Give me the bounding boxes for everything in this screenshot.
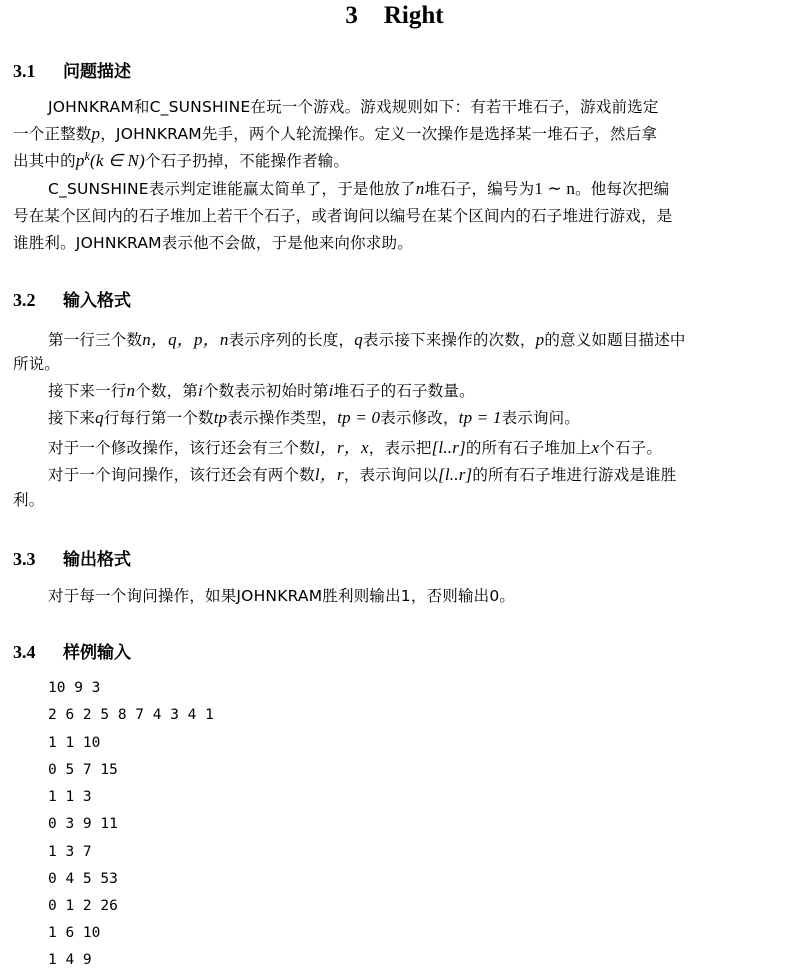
chapter-heading (0, 2, 789, 30)
sample-line: 0 3 9 11 (48, 816, 118, 832)
section-heading-output (13, 545, 131, 570)
input-line-2: 所说。 (13, 355, 61, 373)
sample-line: 0 5 7 15 (48, 762, 118, 778)
section-heading-problem (13, 57, 131, 82)
section-heading-input (13, 286, 131, 311)
section-number: 3.3 (13, 549, 36, 569)
section-title: 输出格式 (63, 550, 131, 570)
sample-line: 1 1 3 (48, 789, 92, 805)
input-line-4: 接下来q行每行第一个数tp表示操作类型，tp = 0表示修改，tp = 1表示询问。 (48, 408, 581, 427)
desc-line-3: 出其中的$p^k(k$ ∈ N)个石子扔掉，不能操作者输。 (13, 149, 350, 171)
section-number: 3.4 (13, 642, 36, 662)
sample-line: 0 1 2 26 (48, 898, 118, 914)
chapter-title: Right (383, 2, 444, 29)
desc-line-1: JOHNKRAM和C_SUNSHINE在玩一个游戏。游戏规则如下：有若干堆石子，游戏前选定 (48, 98, 659, 116)
sample-line: 2 6 2 5 8 7 4 3 4 1 (48, 707, 214, 723)
sample-line: 10 9 3 (48, 680, 101, 696)
desc-line-2: 一个正整数p，JOHNKRAM先手，两个人轮流操作。定义一次操作是选择某一堆石子，然后拿 (13, 124, 658, 143)
section-title: 样例输入 (63, 643, 131, 663)
desc-line-5: 号在某个区间内的石子堆加上若干个石子，或者询问以编号在某个区间内的石子堆进行游戏，是 (13, 207, 673, 225)
sample-line: 1 1 10 (48, 735, 101, 751)
input-line-3: 接下来一行n个数，第i个数表示初始时第i堆石子的石子数量。 (48, 381, 475, 400)
output-line-1: 对于每一个询问操作，如果JOHNKRAM胜利则输出1，否则输出0。 (48, 587, 516, 605)
chapter-number: 3 (345, 2, 358, 29)
section-title: 输入格式 (63, 291, 131, 311)
sample-line: 1 3 7 (48, 844, 92, 860)
section-number: 3.1 (13, 61, 36, 81)
section-number: 3.2 (13, 290, 36, 310)
input-line-7: 利。 (13, 491, 45, 509)
input-line-5: 对于一个修改操作，该行还会有三个数l，r，x，表示把[l..r]的所有石子堆加上x个石子。 (48, 438, 663, 457)
desc-line-6: 谁胜利。JOHNKRAM表示他不会做，于是他来向你求助。 (13, 234, 413, 252)
sample-line: 1 6 10 (48, 925, 101, 941)
section-heading-sample (13, 638, 131, 663)
input-line-1: 第一行三个数n，q，p，n表示序列的长度，q表示接下来操作的次数，p的意义如题目描述中 (48, 330, 686, 349)
desc-line-4: C_SUNSHINE表示判定谁能赢太简单了，于是他放了n堆石子，编号为1 ∼ n。他每次把编 (48, 179, 670, 198)
sample-line: 1 4 9 (48, 952, 92, 968)
section-title: 问题描述 (63, 62, 131, 82)
input-line-6: 对于一个询问操作，该行还会有两个数l，r，表示询问以[l..r]的所有石子堆进行游戏是谁胜 (48, 465, 677, 484)
sample-line: 0 4 5 53 (48, 871, 118, 887)
